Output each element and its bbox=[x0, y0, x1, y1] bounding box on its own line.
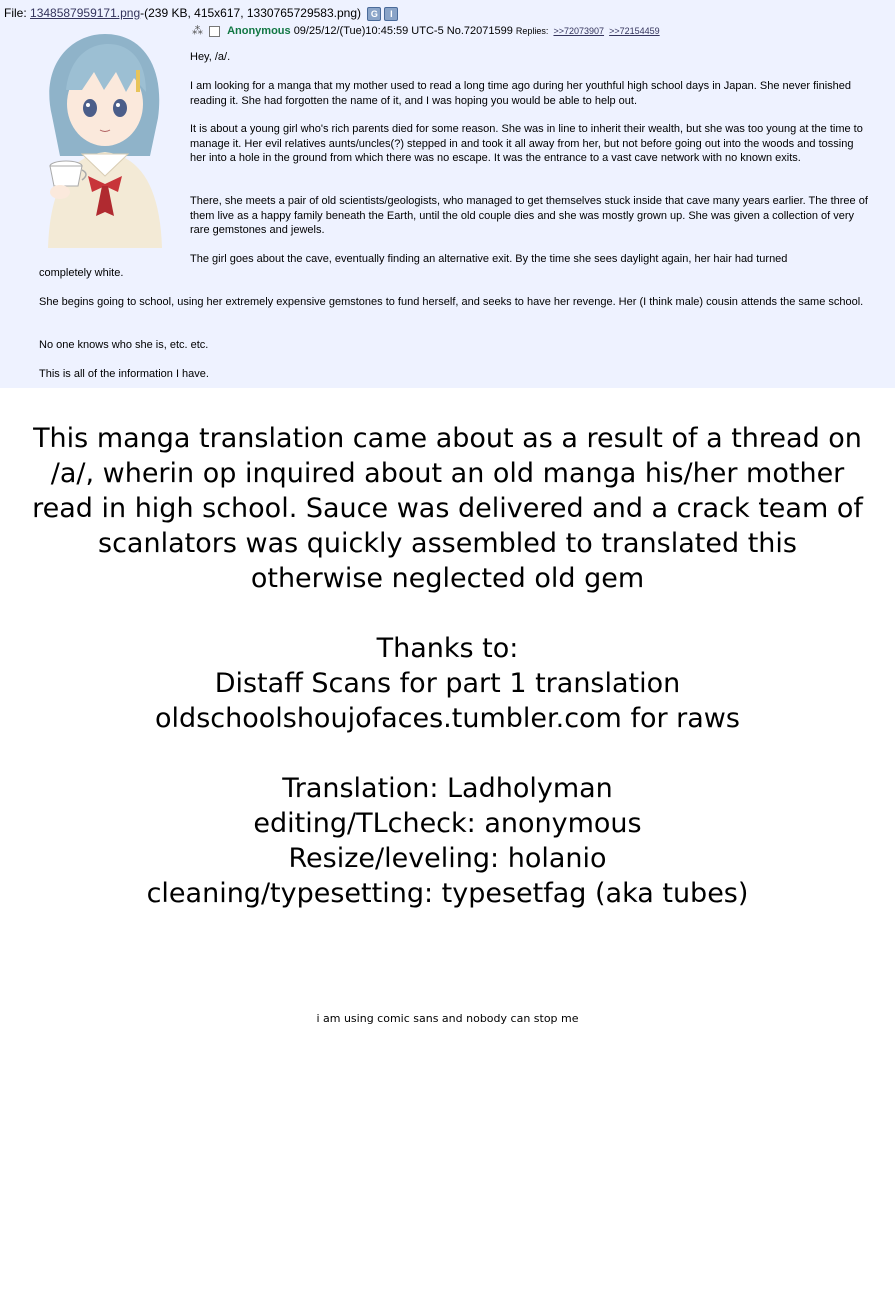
anime-girl-thumbnail[interactable] bbox=[30, 26, 170, 248]
thanks-line: Distaff Scans for part 1 translation bbox=[214, 668, 681, 699]
reply-link[interactable]: >>72154459 bbox=[609, 26, 660, 37]
post-paragraph: She begins going to school, using her extremely expensive gemstones to fund herself, and seeks to have her revenge. Her (I think male) cousin attends the same school. bbox=[39, 296, 864, 308]
reply-link[interactable]: >>72073907 bbox=[553, 26, 605, 37]
intro-line: /a/, wherin op inquired about an old manga his/her mother bbox=[50, 458, 845, 489]
intro-line: scanlators was quickly assembled to translated this bbox=[98, 528, 797, 559]
post-paragraph: completely white. bbox=[39, 267, 124, 279]
intro-line: read in high school. Sauce was delivered and a crack team of bbox=[32, 493, 863, 524]
credits-line: editing/TLcheck: anonymous bbox=[253, 808, 642, 839]
credits-line: cleaning/typesetting: typesetfag (aka tubes) bbox=[146, 878, 749, 909]
intro-line: This manga translation came about as a result of a thread on bbox=[33, 423, 862, 454]
credits-text bbox=[0, 771, 895, 911]
replies-label: Replies: bbox=[515, 26, 549, 37]
post-paragraph: The girl goes about the cave, eventually finding an alternative exit. By the time she sees daylight again, her hair had turned bbox=[190, 253, 788, 265]
tree-icon[interactable]: ⁂ bbox=[192, 25, 203, 37]
google-search-button[interactable]: G bbox=[367, 7, 381, 21]
file-info bbox=[4, 6, 398, 21]
post-paragraph: Hey, /a/. bbox=[190, 51, 231, 63]
post-number[interactable]: No.72071599 bbox=[446, 25, 513, 38]
post-paragraph: I am looking for a manga that my mother used to read a long time ago during her youthful high school days in Japan. She never finished reading it. She had forgotten the name of it, and I was hoping you would be able to help out. bbox=[190, 80, 852, 107]
poster-name: Anonymous bbox=[227, 25, 291, 38]
post-datetime: 09/25/12/(Tue)10:45:59 UTC-5 bbox=[293, 25, 444, 38]
credits-line: Translation: Ladholyman bbox=[282, 773, 613, 804]
post-paragraph: It is about a young girl who's rich parents died for some reason. She was in line to inherit their wealth, but she was too young at the time to manage it. Her evil relatives aunts/uncles(?) stepped in and took it all away from her, but not before going out into the woods and tossing her into a hole in the ground from which there was no escape. It was the entrance to a vast cave network with no known exits. bbox=[190, 123, 863, 164]
intro-line: otherwise neglected old gem bbox=[250, 563, 645, 594]
intro-text bbox=[0, 421, 895, 596]
thanks-line: oldschoolshoujofaces.tumbler.com for raws bbox=[155, 703, 740, 734]
file-label: File: bbox=[4, 6, 31, 20]
footer-note: i am using comic sans and nobody can stop me bbox=[316, 1012, 579, 1025]
post-paragraph: This is all of the information I have. bbox=[39, 368, 209, 380]
post-paragraph: No one knows who she is, etc. etc. bbox=[39, 339, 209, 351]
credits-line: Resize/leveling: holanio bbox=[288, 843, 607, 874]
file-meta: -(239 KB, 415x617, 1330765729583.png) bbox=[140, 6, 361, 20]
file-link[interactable]: 1348587959171.png bbox=[30, 6, 141, 20]
post-paragraph: There, she meets a pair of old scientists/geologists, who managed to get themselves stuck inside that cave many years earlier. The three of them live as a happy family beneath the Earth, until the old couple dies and she was mostly grown up. She was given a collection of very rare gemstones and jewels. bbox=[190, 195, 868, 236]
post-header bbox=[192, 24, 660, 39]
thanks-line: Thanks to: bbox=[376, 633, 519, 664]
post-container bbox=[0, 0, 895, 388]
iqdb-search-button[interactable]: I bbox=[384, 7, 398, 21]
checkbox-icon[interactable] bbox=[209, 26, 220, 37]
thanks-text bbox=[0, 631, 895, 736]
